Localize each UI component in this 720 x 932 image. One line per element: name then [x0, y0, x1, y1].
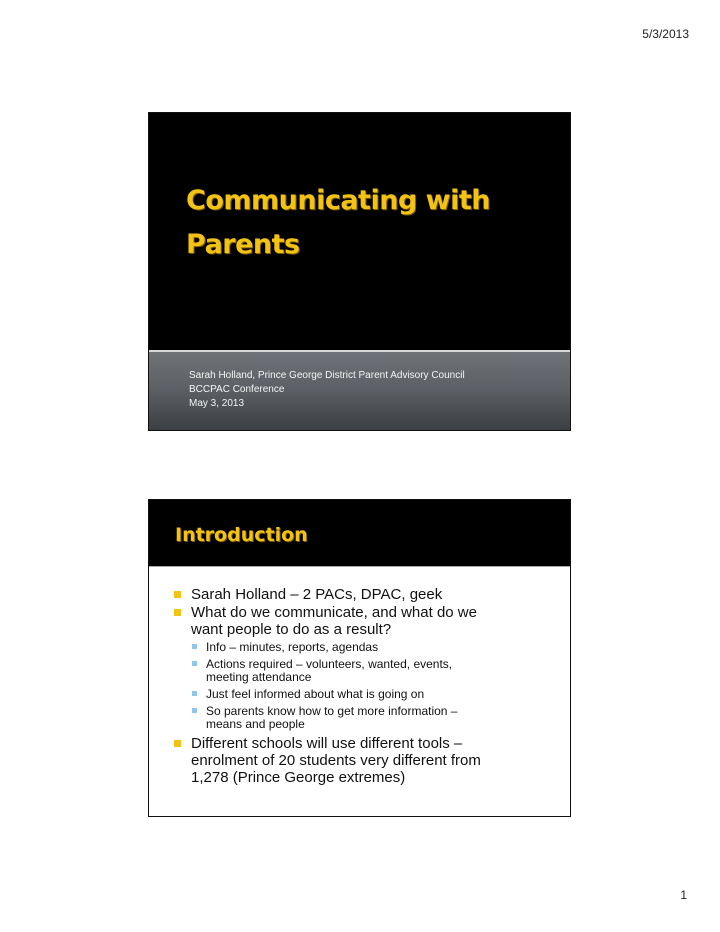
sub-bullet-square-icon: [192, 691, 197, 696]
bullet-square-icon: [174, 740, 181, 747]
conference-line: BCCPAC Conference: [189, 384, 285, 395]
slide-heading: Introduction: [175, 524, 308, 546]
header-rule: [149, 566, 570, 567]
sub-bullet-square-icon: [192, 661, 197, 666]
sub-bullet-text: means and people: [206, 717, 305, 731]
bullet-item: [173, 586, 553, 603]
slide-title-line-1: Communicating with: [186, 185, 490, 216]
bullet-text: enrolment of 20 students very different from: [191, 752, 481, 769]
bullet-text: Sarah Holland – 2 PACs, DPAC, geek: [191, 586, 443, 603]
sub-bullet-text: Info – minutes, reports, agendas: [206, 640, 379, 654]
bullet-square-icon: [174, 609, 181, 616]
header-date: 5/3/2013: [642, 27, 689, 41]
sub-bullet-item: [173, 658, 553, 684]
page-number: 1: [680, 888, 687, 902]
bullet-text: 1,278 (Prince George extremes): [191, 769, 406, 786]
bullet-item: [173, 604, 553, 638]
sub-bullet-text: Actions required – volunteers, wanted, events,: [206, 657, 453, 671]
sub-bullet-item: [173, 688, 553, 701]
bullet-square-icon: [174, 591, 181, 598]
sub-bullet-text: So parents know how to get more information –: [206, 704, 458, 718]
bullet-text: Different schools will use different tools –: [191, 735, 463, 752]
sub-bullet-item: [173, 641, 553, 654]
bullet-text: What do we communicate, and what do we: [191, 604, 477, 621]
slide-title-line-2: Parents: [186, 229, 300, 260]
sub-bullet-text: Just feel informed about what is going on: [206, 687, 425, 701]
sub-bullet-square-icon: [192, 644, 197, 649]
presenter-line: Sarah Holland, Prince George District Parent Advisory Council: [189, 370, 465, 381]
sub-bullet-square-icon: [192, 708, 197, 713]
slide-header: [149, 500, 570, 566]
slide-title: [186, 179, 546, 267]
slide-footer: [149, 352, 570, 431]
sub-bullet-text: meeting attendance: [206, 670, 312, 684]
bullet-item: [173, 735, 553, 786]
bullet-list: [173, 586, 553, 786]
title-slide: [148, 112, 571, 431]
introduction-slide: [148, 499, 571, 817]
date-line: May 3, 2013: [189, 398, 245, 409]
bullet-text: want people to do as a result?: [191, 621, 392, 638]
sub-bullet-item: [173, 705, 553, 731]
